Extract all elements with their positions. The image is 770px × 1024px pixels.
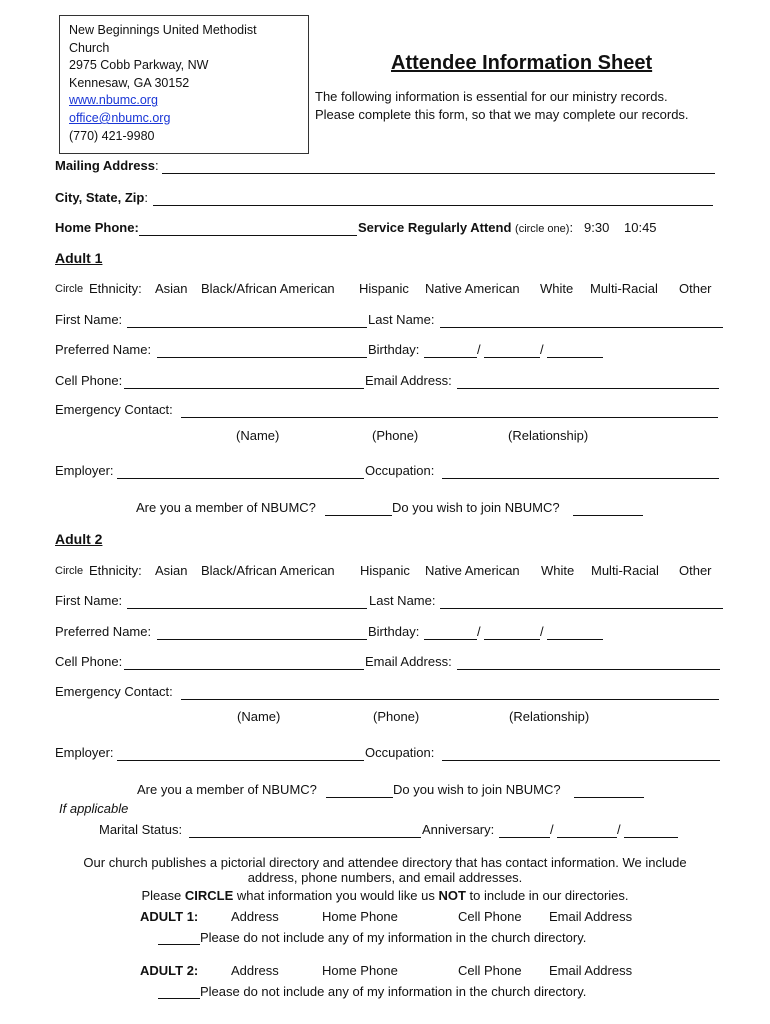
adult2-birthday-slash1: / bbox=[477, 624, 481, 639]
adult2-emergency-contact-label: Emergency Contact: bbox=[55, 684, 173, 699]
adult2-emergency-sub-relationship: (Relationship) bbox=[509, 709, 590, 724]
directory-adult2-home-phone[interactable]: Home Phone bbox=[322, 963, 398, 978]
adult2-email-field[interactable] bbox=[457, 669, 720, 670]
directory-adult2-optout-field[interactable] bbox=[158, 998, 200, 999]
adult1-birthday-slash2: / bbox=[540, 342, 544, 357]
adult1-email-field[interactable] bbox=[457, 388, 719, 389]
adult1-birthday-day[interactable] bbox=[484, 357, 540, 358]
directory-adult2-address[interactable]: Address bbox=[231, 963, 279, 978]
adult1-ethnicity-native-american[interactable]: Native American bbox=[425, 281, 520, 296]
adult2-last-name-field[interactable] bbox=[440, 608, 723, 609]
adult2-occupation-field[interactable] bbox=[442, 760, 720, 761]
adult2-birthday-year[interactable] bbox=[547, 639, 603, 640]
adult2-ethnicity-black[interactable]: Black/African American bbox=[201, 563, 335, 578]
adult1-employer-label: Employer: bbox=[55, 463, 114, 478]
directory-adult2-cell-phone[interactable]: Cell Phone bbox=[458, 963, 522, 978]
adult1-emergency-sub-relationship: (Relationship) bbox=[508, 428, 589, 443]
intro-line1: The following information is essential for our ministry records. bbox=[315, 89, 668, 104]
directory-adult1-optout-text: Please do not include any of my information in the church directory. bbox=[200, 930, 587, 945]
directory-adult2-label: ADULT 2: bbox=[140, 963, 199, 978]
adult2-employer-label: Employer: bbox=[55, 745, 114, 760]
adult1-preferred-name-label: Preferred Name: bbox=[55, 342, 152, 357]
directory-adult2-email[interactable]: Email Address bbox=[549, 963, 633, 978]
adult2-occupation-label: Occupation: bbox=[365, 745, 435, 760]
adult1-ethnicity-asian[interactable]: Asian bbox=[155, 281, 188, 296]
adult2-emergency-sub-name: (Name) bbox=[237, 709, 281, 724]
adult1-emergency-contact-label: Emergency Contact: bbox=[55, 402, 173, 417]
anniversary-day[interactable] bbox=[557, 837, 617, 838]
directory-adult1-label: ADULT 1: bbox=[140, 909, 199, 924]
anniversary-slash1: / bbox=[550, 822, 554, 837]
adult1-birthday-slash1: / bbox=[477, 342, 481, 357]
adult2-birthday-label: Birthday: bbox=[368, 624, 420, 639]
adult2-ethnicity-multiracial[interactable]: Multi-Racial bbox=[591, 563, 659, 578]
adult1-birthday-label: Birthday: bbox=[368, 342, 420, 357]
adult2-ethnicity-native-american[interactable]: Native American bbox=[425, 563, 520, 578]
home-phone-field[interactable] bbox=[139, 235, 357, 236]
directory-adult1-optout-field[interactable] bbox=[158, 944, 200, 945]
adult2-ethnicity-other[interactable]: Other bbox=[679, 563, 712, 578]
adult2-member-field[interactable] bbox=[326, 797, 393, 798]
adult2-join-question: Do you wish to join NBUMC? bbox=[393, 782, 561, 797]
adult1-join-question: Do you wish to join NBUMC? bbox=[392, 500, 560, 515]
church-info-box bbox=[59, 15, 309, 154]
adult2-birthday-slash2: / bbox=[540, 624, 544, 639]
adult1-first-name-label: First Name: bbox=[55, 312, 123, 327]
adult1-employer-field[interactable] bbox=[117, 478, 364, 479]
adult1-ethnicity-label: Ethnicity: bbox=[89, 281, 142, 296]
service-label: Service Regularly Attend (circle one): bbox=[358, 220, 574, 235]
if-applicable-note: If applicable bbox=[59, 801, 129, 816]
adult1-emergency-sub-name: (Name) bbox=[236, 428, 280, 443]
city-state-zip-label: City, State, Zip: bbox=[55, 190, 148, 205]
adult1-birthday-month[interactable] bbox=[424, 357, 477, 358]
adult2-ethnicity-asian[interactable]: Asian bbox=[155, 563, 188, 578]
adult1-occupation-field[interactable] bbox=[442, 478, 719, 479]
anniversary-year[interactable] bbox=[624, 837, 678, 838]
adult2-heading: Adult 2 bbox=[55, 531, 103, 547]
adult2-emergency-contact-field[interactable] bbox=[181, 699, 719, 700]
adult1-emergency-sub-phone: (Phone) bbox=[372, 428, 419, 443]
adult1-ethnicity-hispanic[interactable]: Hispanic bbox=[359, 281, 409, 296]
adult2-ethnicity-label: Ethnicity: bbox=[89, 563, 142, 578]
church-name-line2: Church bbox=[69, 40, 110, 55]
church-street: 2975 Cobb Parkway, NW bbox=[69, 58, 209, 73]
adult1-circle-label: Circle bbox=[55, 283, 84, 295]
adult2-first-name-field[interactable] bbox=[127, 608, 367, 609]
adult1-ethnicity-white[interactable]: White bbox=[540, 281, 574, 296]
adult1-ethnicity-multiracial[interactable]: Multi-Racial bbox=[590, 281, 658, 296]
adult1-heading: Adult 1 bbox=[55, 250, 103, 266]
adult1-member-field[interactable] bbox=[325, 515, 392, 516]
directory-note-line1: Our church publishes a pictorial directory and attendee directory that has contact information. We include bbox=[83, 855, 687, 870]
intro-line2: Please complete this form, so that we may complete our records. bbox=[315, 107, 689, 122]
directory-adult2-optout-text: Please do not include any of my information in the church directory. bbox=[200, 984, 587, 999]
directory-adult1-email[interactable]: Email Address bbox=[549, 909, 633, 924]
adult2-preferred-name-field[interactable] bbox=[157, 639, 367, 640]
adult2-join-field[interactable] bbox=[574, 797, 644, 798]
adult2-birthday-day[interactable] bbox=[484, 639, 540, 640]
directory-instruction: Please CIRCLE what information you would like us NOT to include in our directories. bbox=[141, 888, 629, 903]
home-phone-label: Home Phone: bbox=[55, 220, 139, 235]
directory-note-line2: address, phone numbers, and email addresses. bbox=[247, 870, 523, 885]
adult2-email-label: Email Address: bbox=[365, 654, 452, 669]
adult2-last-name-label: Last Name: bbox=[369, 593, 436, 608]
adult1-last-name-field[interactable] bbox=[440, 327, 723, 328]
mailing-address-field[interactable] bbox=[162, 173, 715, 174]
adult2-ethnicity-hispanic[interactable]: Hispanic bbox=[360, 563, 410, 578]
adult1-member-question: Are you a member of NBUMC? bbox=[136, 500, 316, 515]
church-website-link[interactable]: www.nbumc.org bbox=[69, 93, 158, 108]
adult1-birthday-year[interactable] bbox=[547, 357, 603, 358]
church-name-line1: New Beginnings United Methodist bbox=[69, 23, 257, 37]
church-city: Kennesaw, GA 30152 bbox=[69, 75, 190, 90]
adult1-last-name-label: Last Name: bbox=[368, 312, 435, 327]
adult1-occupation-label: Occupation: bbox=[365, 463, 435, 478]
adult1-cell-phone-field[interactable] bbox=[124, 388, 364, 389]
marital-status-field[interactable] bbox=[189, 837, 421, 838]
anniversary-slash2: / bbox=[617, 822, 621, 837]
city-state-zip-field[interactable] bbox=[153, 205, 713, 206]
directory-adult1-cell-phone[interactable]: Cell Phone bbox=[458, 909, 522, 924]
directory-adult1-address[interactable]: Address bbox=[231, 909, 279, 924]
adult2-member-question: Are you a member of NBUMC? bbox=[137, 782, 317, 797]
adult1-email-label: Email Address: bbox=[365, 373, 452, 388]
anniversary-month[interactable] bbox=[499, 837, 550, 838]
anniversary-label: Anniversary: bbox=[422, 822, 495, 837]
adult1-join-field[interactable] bbox=[573, 515, 643, 516]
adult2-employer-field[interactable] bbox=[117, 760, 364, 761]
adult2-emergency-sub-phone: (Phone) bbox=[373, 709, 420, 724]
church-email-link[interactable]: office@nbumc.org bbox=[69, 110, 171, 125]
page-title: Attendee Information Sheet bbox=[391, 52, 653, 74]
adult2-cell-phone-field[interactable] bbox=[124, 669, 364, 670]
adult2-circle-label: Circle bbox=[55, 565, 84, 577]
marital-status-label: Marital Status: bbox=[99, 822, 183, 837]
adult1-emergency-contact-field[interactable] bbox=[181, 417, 718, 418]
directory-adult1-home-phone[interactable]: Home Phone bbox=[322, 909, 398, 924]
mailing-address-label: Mailing Address: bbox=[55, 158, 159, 173]
adult2-preferred-name-label: Preferred Name: bbox=[55, 624, 152, 639]
adult1-cell-phone-label: Cell Phone: bbox=[55, 373, 123, 388]
adult1-ethnicity-black[interactable]: Black/African American bbox=[201, 281, 335, 296]
adult2-birthday-month[interactable] bbox=[424, 639, 477, 640]
adult1-first-name-field[interactable] bbox=[127, 327, 367, 328]
adult2-ethnicity-white[interactable]: White bbox=[541, 563, 575, 578]
adult1-preferred-name-field[interactable] bbox=[157, 357, 367, 358]
adult2-cell-phone-label: Cell Phone: bbox=[55, 654, 123, 669]
service-option-1045[interactable]: 10:45 bbox=[624, 220, 657, 235]
church-phone: (770) 421-9980 bbox=[69, 128, 155, 143]
service-option-930[interactable]: 9:30 bbox=[584, 220, 610, 235]
adult2-first-name-label: First Name: bbox=[55, 593, 123, 608]
adult1-ethnicity-other[interactable]: Other bbox=[679, 281, 712, 296]
